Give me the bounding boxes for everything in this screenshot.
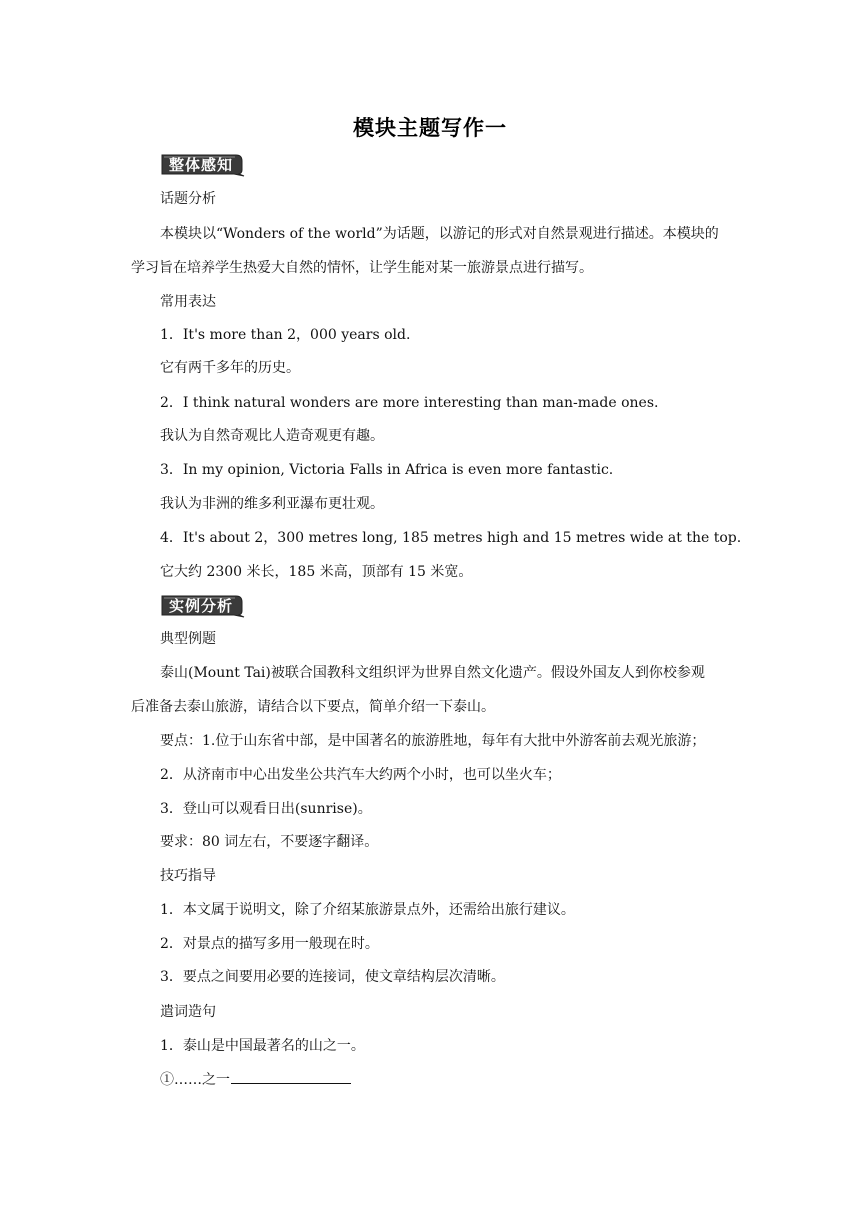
wording-sub-label: ①……之一 [160, 1072, 230, 1088]
tip-item: 1．本文属于说明文，除了介绍某旅游景点外，还需给出旅行建议。 [160, 902, 575, 918]
wording-item: 1．泰山是中国最著名的山之一。 [160, 1038, 365, 1054]
expression-zh: 我认为自然奇观比人造奇观更有趣。 [160, 428, 384, 444]
expression-en: 2．I think natural wonders are more interesting than man-made ones. [160, 395, 659, 411]
example-heading: 典型例题 [160, 631, 216, 647]
example-paragraph-line-1: 泰山(Mount Tai)被联合国教科文组织评为世界自然文化遗产。假设外国友人到你校参观 [160, 665, 705, 681]
example-requirement: 要求：80 词左右，不要逐字翻译。 [160, 834, 379, 850]
page-title: 模块主题写作一 [353, 116, 507, 140]
topic-heading: 话题分析 [160, 191, 216, 207]
section-badge-overview [160, 153, 244, 175]
wording-heading: 遣词造句 [160, 1004, 216, 1020]
section-badge-example [160, 594, 244, 616]
expression-zh: 它有两千多年的历史。 [160, 360, 300, 376]
topic-paragraph-line-1: 本模块以“Wonders of the world”为话题，以游记的形式对自然景观进行描述。本模块的 [160, 226, 719, 242]
tip-item: 3．要点之间要用必要的连接词，使文章结构层次清晰。 [160, 969, 505, 985]
example-point-1: 要点：1.位于山东省中部，是中国著名的旅游胜地，每年有大批中外游客前去观光旅游； [160, 733, 706, 749]
badge-label: 整体感知 [169, 156, 234, 174]
example-point-2: 2．从济南市中心出发坐公共汽车大约两个小时，也可以坐火车； [160, 767, 561, 783]
expression-en: 4．It's about 2，300 metres long, 185 metres high and 15 metres wide at the top. [160, 530, 742, 546]
example-point-3: 3．登山可以观看日出(sunrise)。 [160, 801, 372, 817]
expression-en: 3．In my opinion, Victoria Falls in Africa is even more fantastic. [160, 462, 614, 478]
topic-paragraph-line-2: 学习旨在培养学生热爱大自然的情怀，让学生能对某一旅游景点进行描写。 [131, 260, 593, 276]
example-paragraph-line-2: 后准备去泰山旅游，请结合以下要点，简单介绍一下泰山。 [131, 699, 495, 715]
tips-heading: 技巧指导 [160, 868, 216, 884]
expressions-heading: 常用表达 [160, 294, 216, 310]
expression-en: 1．It's more than 2，000 years old. [160, 327, 411, 343]
expression-zh: 我认为非洲的维多利亚瀑布更壮观。 [160, 496, 384, 512]
tip-item: 2．对景点的描写多用一般现在时。 [160, 936, 379, 952]
expression-zh: 它大约 2300 米长，185 米高，顶部有 15 米宽。 [160, 564, 473, 580]
wording-sub-item [160, 1069, 740, 1090]
answer-blank[interactable] [231, 1069, 351, 1084]
badge-label: 实例分析 [169, 597, 234, 615]
